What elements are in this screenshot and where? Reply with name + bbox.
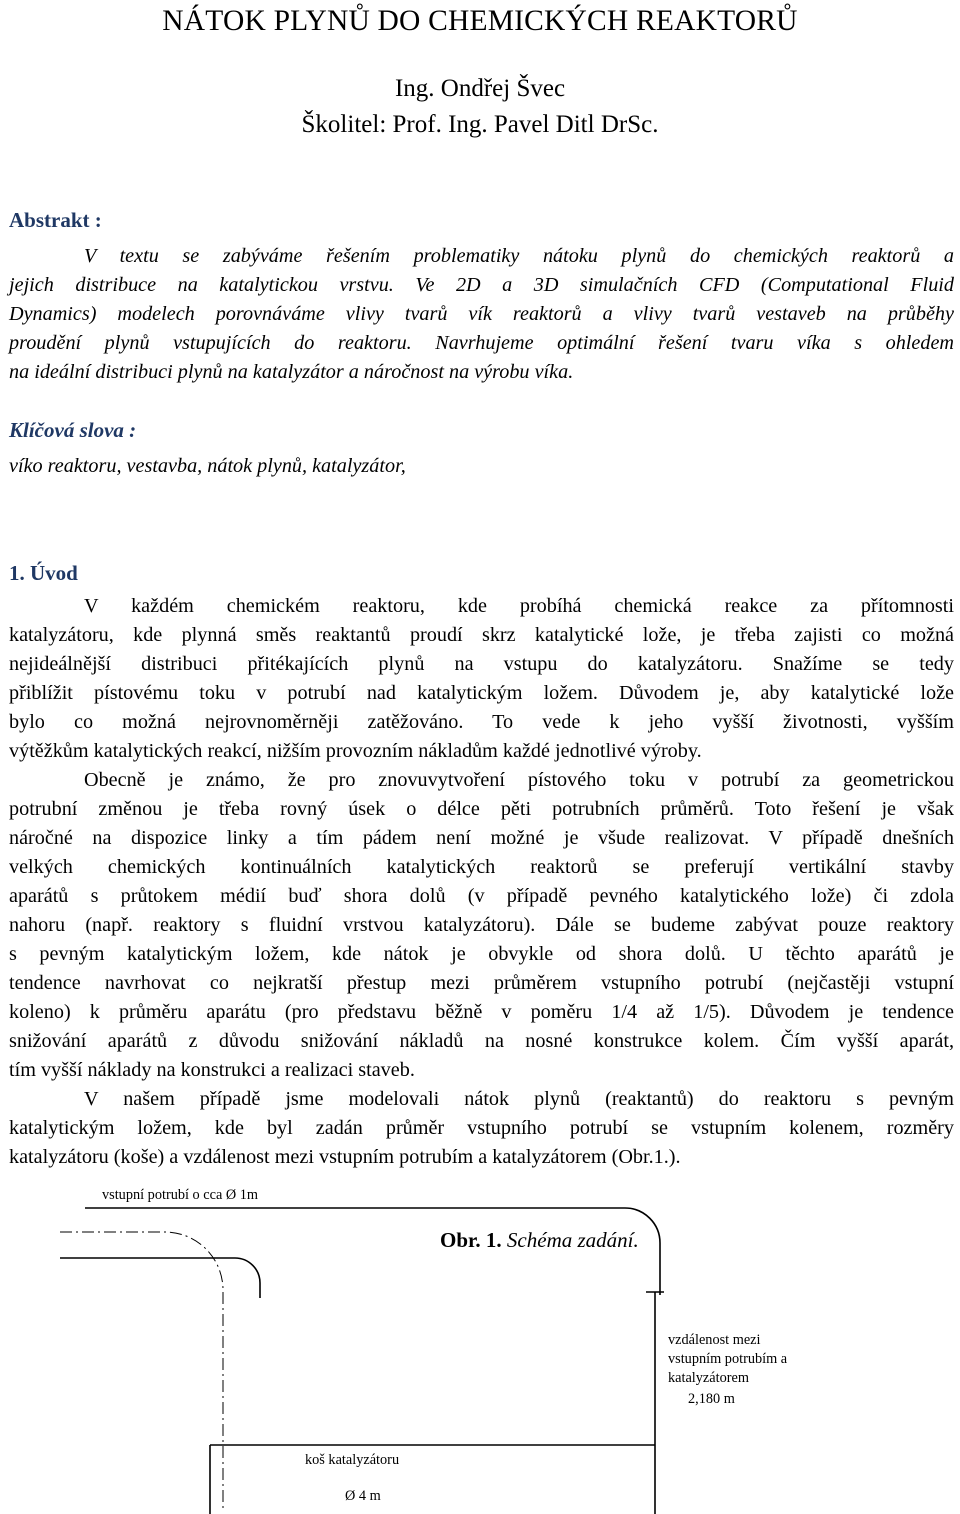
pipe-label: vstupní potrubí o cca Ø 1m (102, 1187, 259, 1203)
intro-line: potrubní změnou je třeba rovný úsek o délce pěti potrubních průměrů. Toto řešení je však (9, 798, 954, 820)
intro-heading: 1. Úvod (9, 561, 78, 585)
abstract-line: V textu se zabýváme řešením problematiky nátoku plynů do chemických reaktorů a (84, 245, 954, 267)
abstract-line: Dynamics) modelech porovnáváme vlivy tvarů vík reaktorů a vlivy tvarů vestaveb na průběhy (9, 303, 954, 325)
abstract-heading: Abstrakt : (9, 208, 102, 232)
schema-figure (0, 1170, 960, 1514)
basket-label: koš katalyzátoru (305, 1452, 400, 1468)
intro-line: nahoru (např. reaktory s fluidní vrstvou katalyzátoru). Dále se budeme zabývat pouze reaktory (9, 914, 954, 936)
catalyst-basket (210, 1445, 655, 1514)
keywords-heading: Klíčová slova : (9, 418, 137, 442)
intro-line: V každém chemickém reaktoru, kde probíhá chemická reakce za přítomnosti (84, 595, 954, 617)
abstract-line: jejich distribuce na katalytickou vrstvu. Ve 2D a 3D simulačních CFD (Computational Fluid (9, 274, 954, 296)
intro-line: katalyzátoru (koše) a vzdálenost mezi vstupním potrubím a katalyzátorem (Obr.1.). (9, 1146, 681, 1168)
basket-diameter: Ø 4 m (345, 1488, 381, 1504)
intro-line: tendence navrhovat co nejkratší přestup mezi průměrem vstupního potrubí (nejčastěji vstupní (9, 972, 954, 994)
distance-label-line: katalyzátorem (668, 1370, 749, 1386)
supervisor: Školitel: Prof. Ing. Pavel Ditl DrSc. (301, 111, 659, 138)
intro-line: přiblížit pístovému toku v potrubí nad katalytickým ložem. Důvodem je, aby katalytické lože (9, 682, 954, 704)
intro-line: výtěžkům katalytických reakcí, nižším provozním nákladům každé jednotlivé výroby. (9, 740, 702, 762)
intro-line: Obecně je známo, že pro znovuvytvoření pístového toku v potrubí za geometrickou (84, 769, 954, 791)
figure-caption-text: Schéma zadání. (506, 1228, 639, 1252)
pipe-center-line (60, 1232, 223, 1510)
intro-line: koleno) k průměru aparátu (pro představu běžně v poměru 1/4 až 1/5). Důvodem je tendence (9, 1001, 954, 1023)
intro-line: velkých chemických kontinuálních katalytických reaktorů se preferují vertikální stavby (9, 856, 954, 878)
figure-caption (440, 1228, 639, 1253)
pipe-inner-wall (60, 1258, 260, 1298)
author: Ing. Ondřej Švec (394, 75, 566, 102)
intro-line: aparátů s průtokem médií buď shora dolů (v případě pevného katalytického lože) či zdola (9, 885, 954, 907)
intro-line: snižování aparátů z důvodu snižování nákladů na nosné konstrukce kolem. Čím vyšší aparát, (9, 1030, 954, 1052)
intro-line: katalyzátoru, kde plynná směs reaktantů proudí skrz katalytické lože, je třeba zajisti co možná (9, 624, 954, 646)
distance-label-line: vstupním potrubím a (668, 1351, 788, 1367)
figure-label: Obr. 1. (440, 1228, 502, 1252)
abstract-line: na ideální distribuci plynů na katalyzátor a náročnost na výrobu víka. (9, 361, 574, 383)
distance-value: 2,180 m (688, 1391, 735, 1407)
intro-line: bylo co možná nejrovnoměrněji zatěžováno. To vede k jeho vyšší životnosti, vyšším (9, 711, 954, 733)
keywords-text: víko reaktoru, vestavba, nátok plynů, katalyzátor, (9, 455, 406, 477)
distance-label-line: vzdálenost mezi (668, 1332, 761, 1348)
intro-line: náročné na dispozice linky a tím pádem není možné je všude realizovat. V případě dnešních (9, 827, 954, 849)
page-title: NÁTOK PLYNŮ DO CHEMICKÝCH REAKTORŮ (162, 5, 798, 37)
intro-line: V našem případě jsme modelovali nátok plynů (reaktantů) do reaktoru s pevným (84, 1088, 954, 1110)
intro-line: s pevným katalytickým ložem, kde nátok je obvykle od shora dolů. U těchto aparátů je (9, 943, 954, 965)
abstract-line: proudění plynů vstupujících do reaktoru. Navrhujeme optimální řešení tvaru víka s ohledem (9, 332, 954, 354)
intro-line: tím vyšší náklady na konstrukci a realizaci staveb. (9, 1059, 415, 1081)
intro-line: nejideálnější distribuci přitékajících plynů na vstupu do katalyzátoru. Snažíme se tedy (9, 653, 954, 675)
intro-line: katalytickým ložem, kde byl zadán průměr vstupního potrubí se vstupním kolenem, rozměry (9, 1117, 954, 1139)
